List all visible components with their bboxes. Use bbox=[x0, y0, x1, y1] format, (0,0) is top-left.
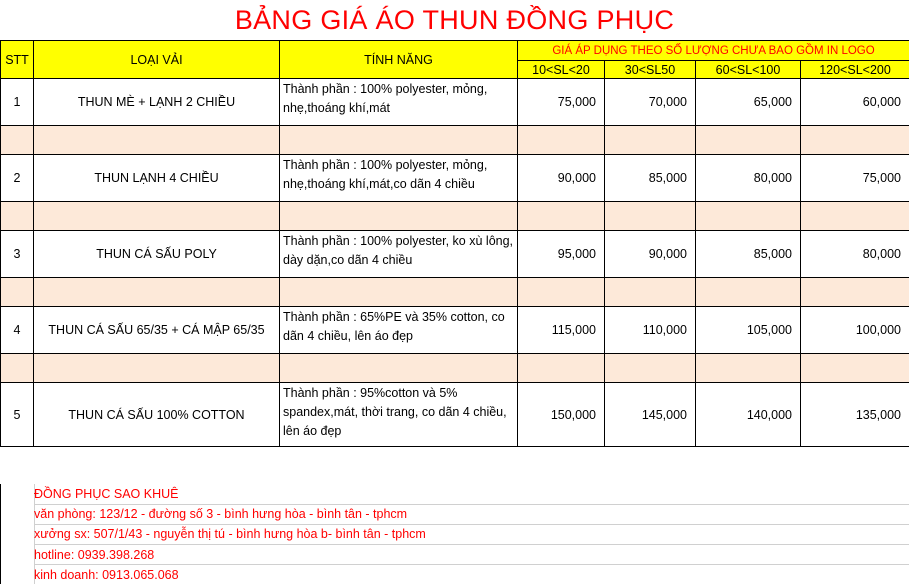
row-fabric: THUN CÁ SẤU POLY bbox=[34, 231, 280, 278]
workshop-address: xưởng sx: 507/1/43 - nguyễn thị tú - bình hưng hòa b- bình tân - tphcm bbox=[34, 524, 426, 544]
row-price: 135,000 bbox=[801, 383, 909, 447]
row-price: 80,000 bbox=[696, 155, 801, 202]
header-tier: 30<SL50 bbox=[605, 61, 696, 79]
table-row bbox=[1, 79, 909, 126]
row-price: 95,000 bbox=[518, 231, 605, 278]
row-stt: 3 bbox=[1, 231, 34, 278]
row-stt: 2 bbox=[1, 155, 34, 202]
row-stt: 5 bbox=[1, 383, 34, 447]
row-price: 80,000 bbox=[801, 231, 909, 278]
header-fabric: LOẠI VẢI bbox=[34, 41, 280, 79]
row-features: Thành phần : 100% polyester, mỏng, nhẹ,thoáng khí,mát bbox=[280, 79, 518, 126]
row-fabric: THUN CÁ SẤU 100% COTTON bbox=[34, 383, 280, 447]
row-price: 75,000 bbox=[801, 155, 909, 202]
header-features: TÍNH NĂNG bbox=[280, 41, 518, 79]
spacer-row bbox=[1, 354, 909, 383]
row-fabric: THUN CÁ SẤU 65/35 + CÁ MẬP 65/35 bbox=[34, 307, 280, 354]
row-price: 90,000 bbox=[605, 231, 696, 278]
page-title: BẢNG GIÁ ÁO THUN ĐỒNG PHỤC bbox=[0, 0, 909, 40]
row-stt: 4 bbox=[1, 307, 34, 354]
spacer-row bbox=[1, 202, 909, 231]
header-tier: 120<SL<200 bbox=[801, 61, 909, 79]
row-price: 65,000 bbox=[696, 79, 801, 126]
hotline: hotline: 0939.398.268 bbox=[34, 545, 426, 565]
spacer-row bbox=[1, 126, 909, 155]
row-features: Thành phần : 100% polyester, ko xù lông, dày dặn,co dãn 4 chiều bbox=[280, 231, 518, 278]
contact-footer bbox=[34, 484, 426, 585]
row-price: 60,000 bbox=[801, 79, 909, 126]
header-price-group: GIÁ ÁP DỤNG THEO SỐ LƯỢNG CHƯA BAO GỒM IN LOGO bbox=[518, 41, 909, 61]
row-price: 150,000 bbox=[518, 383, 605, 447]
header-stt: STT bbox=[1, 41, 34, 79]
row-price: 145,000 bbox=[605, 383, 696, 447]
row-price: 70,000 bbox=[605, 79, 696, 126]
row-price: 85,000 bbox=[605, 155, 696, 202]
table-row bbox=[1, 155, 909, 202]
table-row bbox=[1, 307, 909, 354]
row-fabric: THUN LẠNH 4 CHIỀU bbox=[34, 155, 280, 202]
header-tier: 60<SL<100 bbox=[696, 61, 801, 79]
spacer-row bbox=[1, 278, 909, 307]
row-price: 90,000 bbox=[518, 155, 605, 202]
table-row bbox=[1, 231, 909, 278]
row-features: Thành phần : 65%PE và 35% cotton, co dãn 4 chiều, lên áo đẹp bbox=[280, 307, 518, 354]
row-price: 110,000 bbox=[605, 307, 696, 354]
table-row bbox=[1, 383, 909, 447]
price-table bbox=[0, 40, 909, 447]
row-features: Thành phần : 100% polyester, mỏng, nhẹ,thoáng khí,mát,co dãn 4 chiều bbox=[280, 155, 518, 202]
row-price: 115,000 bbox=[518, 307, 605, 354]
row-price: 140,000 bbox=[696, 383, 801, 447]
row-price: 85,000 bbox=[696, 231, 801, 278]
sales-phone: kinh doanh: 0913.065.068 bbox=[34, 565, 426, 585]
row-price: 105,000 bbox=[696, 307, 801, 354]
row-price: 100,000 bbox=[801, 307, 909, 354]
header-tier: 10<SL<20 bbox=[518, 61, 605, 79]
row-price: 75,000 bbox=[518, 79, 605, 126]
row-features: Thành phần : 95%cotton và 5% spandex,mát, thời trang, co dãn 4 chiều, lên áo đẹp bbox=[280, 383, 518, 447]
office-address: văn phòng: 123/12 - đường số 3 - bình hưng hòa - bình tân - tphcm bbox=[34, 504, 426, 524]
row-stt: 1 bbox=[1, 79, 34, 126]
company-name: ĐỒNG PHỤC SAO KHUÊ bbox=[34, 484, 426, 504]
row-fabric: THUN MÈ + LẠNH 2 CHIỀU bbox=[34, 79, 280, 126]
